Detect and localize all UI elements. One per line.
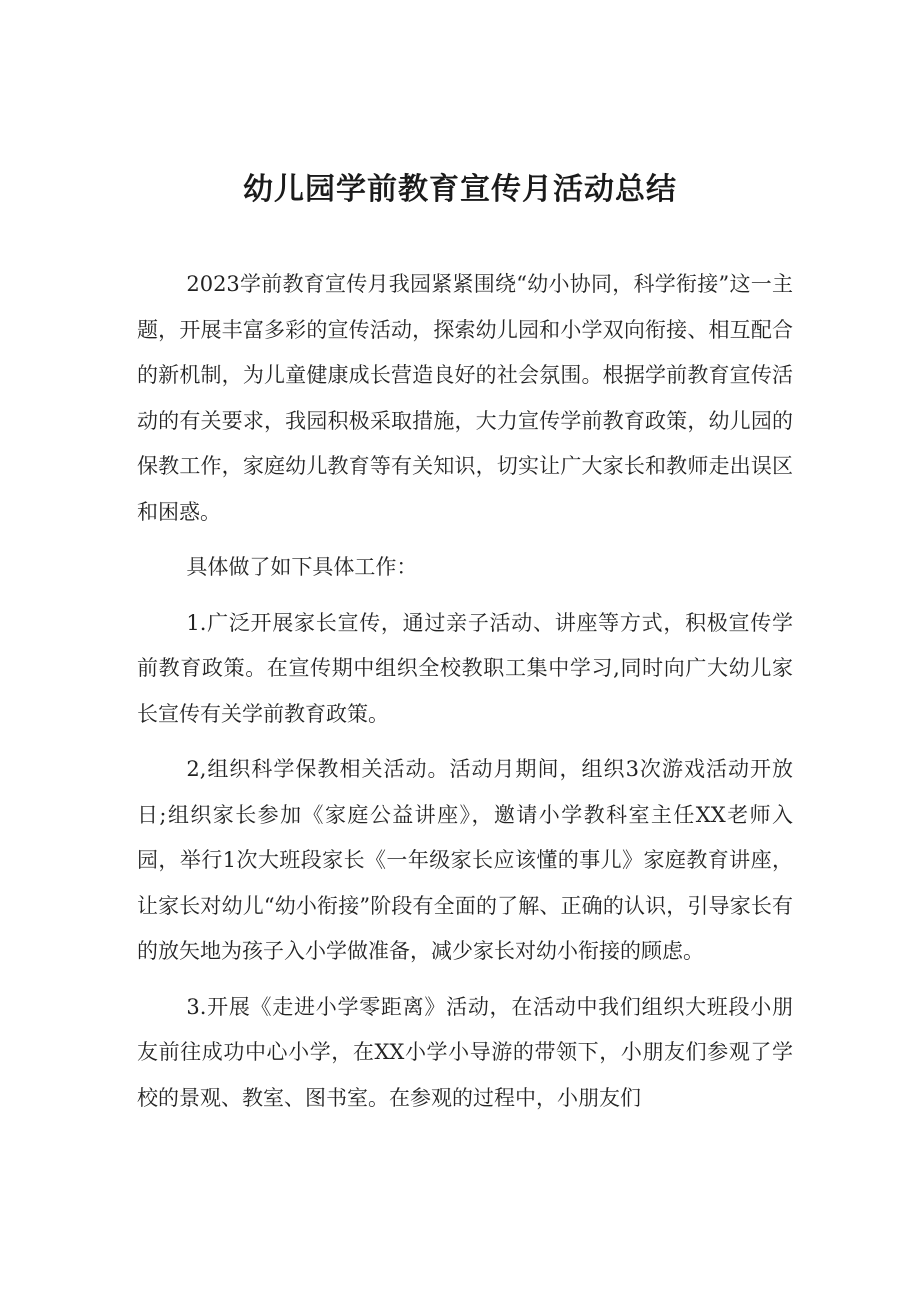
paragraph-item-2: 2,组织科学保教相关活动。活动月期间，组织3次游戏活动开放日;组织家长参加《家庭公益讲座》，邀请小学教科室主任XX老师入园，举行1次大班段家长《一年级家长应该懂的事儿》家庭教育讲座，让家长对幼儿“幼小衔接”阶段有全面的了解、正确的认识，引导家长有的放矢地为孩子入小学做准备，减少家长对幼小衔接的顾虑。 <box>137 757 793 963</box>
document-title: 幼儿园学前教育宣传月活动总结 <box>243 172 677 207</box>
paragraph-work-heading: 具体做了如下具体工作： <box>186 555 418 579</box>
paragraph-item-1: 1.广泛开展家长宣传，通过亲子活动、讲座等方式，积极宣传学前教育政策。在宣传期中组织全校教职工集中学习,同时向广大幼儿家长宣传有关学前教育政策。 <box>137 610 793 726</box>
document-body <box>137 262 793 1131</box>
paragraph-item-3: 3.开展《走进小学零距离》活动，在活动中我们组织大班段小朋友前往成功中心小学，在XX小学小导游的带领下，小朋友们参观了学校的景观、教室、图书室。在参观的过程中，小朋友们 <box>137 994 793 1110</box>
paragraph-intro: 2023学前教育宣传月我园紧紧围绕“幼小协同，科学衔接”这一主题，开展丰富多彩的宣传活动，探索幼儿园和小学双向衔接、相互配合的新机制，为儿童健康成长营造良好的社会氛围。根据学前教育宣传活动的有关要求，我园积极采取措施，大力宣传学前教育政策，幼儿园的保教工作，家庭幼儿教育等有关知识，切实让广大家长和教师走出误区和困惑。 <box>137 272 793 524</box>
